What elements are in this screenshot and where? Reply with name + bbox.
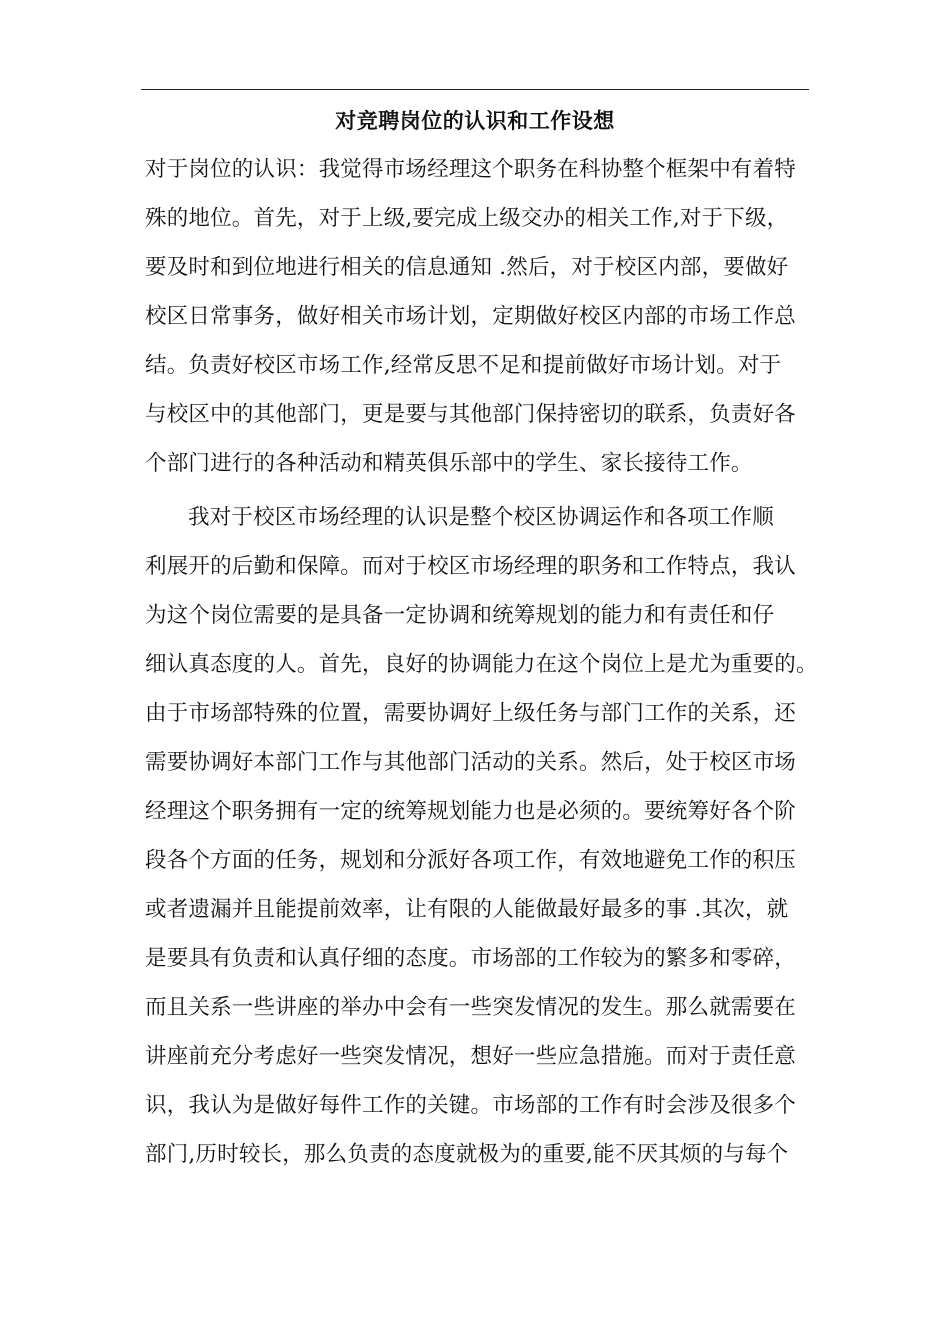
text-line: 是要具有负责和认真仔细的态度。市场部的工作较为的繁多和零碎， xyxy=(145,946,797,971)
text-line: 部门,历时较长，那么负责的态度就极为的重要,能不厌其烦的与每个 xyxy=(145,1142,789,1167)
document-title: 对竞聘岗位的认识和工作设想 xyxy=(335,108,615,133)
text-line: 个部门进行的各种活动和精英俱乐部中的学生、家长接待工作。 xyxy=(145,451,753,476)
text-line: 识，我认为是做好每件工作的关键。市场部的工作有时会涉及很多个 xyxy=(145,1093,797,1118)
text-line: 要及时和到位地进行相关的信息通知 .然后，对于校区内部，要做好 xyxy=(145,255,789,280)
text-line: 讲座前充分考虑好一些突发情况，想好一些应急措施。而对于责任意 xyxy=(145,1044,797,1069)
text-line: 利展开的后勤和保障。而对于校区市场经理的职务和工作特点，我认 xyxy=(145,554,797,579)
text-line: 对于岗位的认识：我觉得市场经理这个职务在科协整个框架中有着特 xyxy=(145,157,797,182)
header-rule xyxy=(141,89,809,90)
paragraph-first-line: 我对于校区市场经理的认识是整个校区协调运作和各项工作顺 xyxy=(188,505,774,530)
text-line: 段各个方面的任务，规划和分派好各项工作，有效地避免工作的积压 xyxy=(145,848,797,873)
text-line: 校区日常事务，做好相关市场计划，定期做好校区内部的市场工作总 xyxy=(145,304,797,329)
text-line: 细认真态度的人。首先，良好的协调能力在这个岗位上是尤为重要的。 xyxy=(145,652,818,677)
text-line: 需要协调好本部门工作与其他部门活动的关系。然后，处于校区市场 xyxy=(145,750,797,775)
text-line: 与校区中的其他部门，更是要与其他部门保持密切的联系，负责好各 xyxy=(145,402,797,427)
text-line: 殊的地位。首先，对于上级,要完成上级交办的相关工作,对于下级， xyxy=(145,206,789,231)
text-line: 而且关系一些讲座的举办中会有一些突发情况的发生。那么就需要在 xyxy=(145,995,797,1020)
text-line: 经理这个职务拥有一定的统筹规划能力也是必须的。要统筹好各个阶 xyxy=(145,799,797,824)
text-line: 由于市场部特殊的位置，需要协调好上级任务与部门工作的关系，还 xyxy=(145,701,797,726)
text-line: 或者遗漏并且能提前效率，让有限的人能做最好最多的事 .其次，就 xyxy=(145,897,789,922)
text-line: 结。负责好校区市场工作,经常反思不足和提前做好市场计划。对于 xyxy=(145,353,782,378)
text-line: 为这个岗位需要的是具备一定协调和统筹规划的能力和有责任和仔 xyxy=(145,603,775,628)
